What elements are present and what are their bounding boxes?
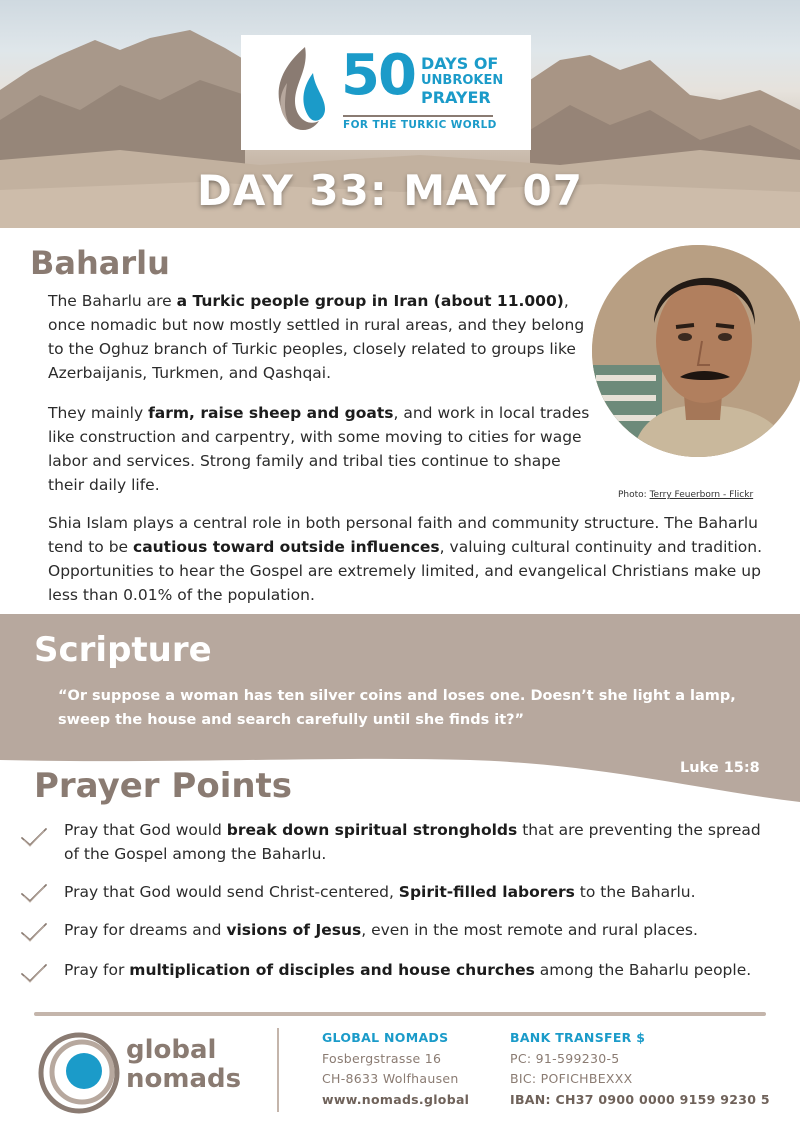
org-website-link[interactable]: www.nomads.global [322,1091,470,1107]
photo-credit-link[interactable]: Terry Feuerborn - Flickr [649,490,754,500]
global-nomads-wordmark [126,1036,241,1094]
footer-divider [34,1012,766,1016]
body-text: They mainly [48,404,149,422]
logo-subtitle: FOR THE TURKIC WORLD [343,119,497,131]
body-text: , valuing cultural continuity and tradition. Opportunities to hear the Gospel are extremely limited, and evangelical Christians make up less than 0.01% of the population. [48,538,763,604]
flame-logo-icon [265,43,331,135]
body-text: The Baharlu are [48,292,177,310]
people-group-heading: Baharlu [30,244,170,282]
emphasis-text: break down spiritual strongholds [226,821,518,839]
photo-credit [618,490,753,500]
check-icon [20,921,48,943]
org-contact [322,1028,469,1110]
scripture-heading: Scripture [34,630,212,670]
emphasis-text: a Turkic people group in Iran (about 11.000) [176,292,564,310]
campaign-logo [241,35,531,150]
portrait-illustration [592,245,800,457]
intro-paragraph-2 [48,401,593,497]
scripture-verse: “Or suppose a woman has ten silver coins and loses one. Doesn’t she light a lamp, sweep the house and search carefully until she finds it?” [58,688,736,728]
emphasis-text: multiplication of disciples and house churches [129,961,535,979]
emphasis-text: farm, raise sheep and goats [148,404,394,422]
body-text: that are preventing the spread of the Gospel among the Baharlu. [64,821,761,863]
logo-line-1: DAYS OF [421,54,499,73]
emphasis-text: Spirit-filled laborers [398,883,575,901]
bank-pc: PC: 91-599230-5 [510,1050,620,1066]
logo-line-2: UNBROKEN [421,73,504,88]
day-title: DAY 33: MAY 07 [196,166,583,215]
body-text: to the Baharlu. [574,883,696,901]
logo-divider [343,115,493,117]
body-text: , once nomadic but now mostly settled in rural areas, and they belong to the Oghuz branch of Turkic peoples, closely related to groups like Azerbaijanis, Turkmen, and Qashqai. [48,292,585,382]
check-icon [20,826,48,848]
body-text: Pray that God would [64,821,227,839]
bank-bic: BIC: POFICHBEXXX [510,1071,633,1086]
bank-iban: IBAN: CH37 0900 0000 9159 9230 5 [510,1091,770,1107]
logo-line-3: PRAYER [421,88,491,107]
logo-number: 50 [341,43,415,108]
body-text: Pray that God would send Christ-centered, [64,883,399,901]
photo-credit-prefix: Photo: [618,490,650,500]
body-text: , and work in local trades like construction and carpentry, with some moving to cities for wage labor and services. Strong family and tribal ties continue to shape their daily life. [48,404,590,494]
body-text: , even in the most remote and rural places. [361,921,698,939]
bank-details [510,1028,770,1110]
prayer-point-2 [64,880,764,904]
org-heading: GLOBAL NOMADS [322,1030,449,1045]
logo-title-lines [421,55,503,106]
emphasis-text: cautious toward outside influences [133,538,440,556]
footer-separator [277,1028,279,1112]
header-banner [0,0,800,228]
body-text: Pray for dreams and [64,921,227,939]
prayer-point-1 [64,818,764,866]
wordmark-line-2: nomads [126,1064,242,1094]
wordmark-line-1: global [126,1035,217,1065]
intro-paragraph-1 [48,289,593,385]
intro-paragraph-3 [48,511,778,607]
org-city: CH-8633 Wolfhausen [322,1071,459,1086]
prayer-point-4 [64,958,764,982]
body-text: Pray for [64,961,130,979]
org-street: Fosbergstrasse 16 [322,1050,442,1066]
body-text: Shia Islam plays a central role in both personal faith and community structure. The Baharlu tend to be [48,514,758,556]
prayer-point-3 [64,918,764,942]
prayer-points-heading: Prayer Points [34,766,293,806]
check-icon [20,882,48,904]
photo-portrait [592,245,800,457]
emphasis-text: visions of Jesus [226,921,362,939]
body-text: among the Baharlu people. [534,961,752,979]
bank-heading: BANK TRANSFER $ [510,1030,646,1045]
check-icon [20,962,48,984]
global-nomads-logo-icon [38,1032,120,1114]
scripture-reference: Luke 15:8 [680,760,760,776]
